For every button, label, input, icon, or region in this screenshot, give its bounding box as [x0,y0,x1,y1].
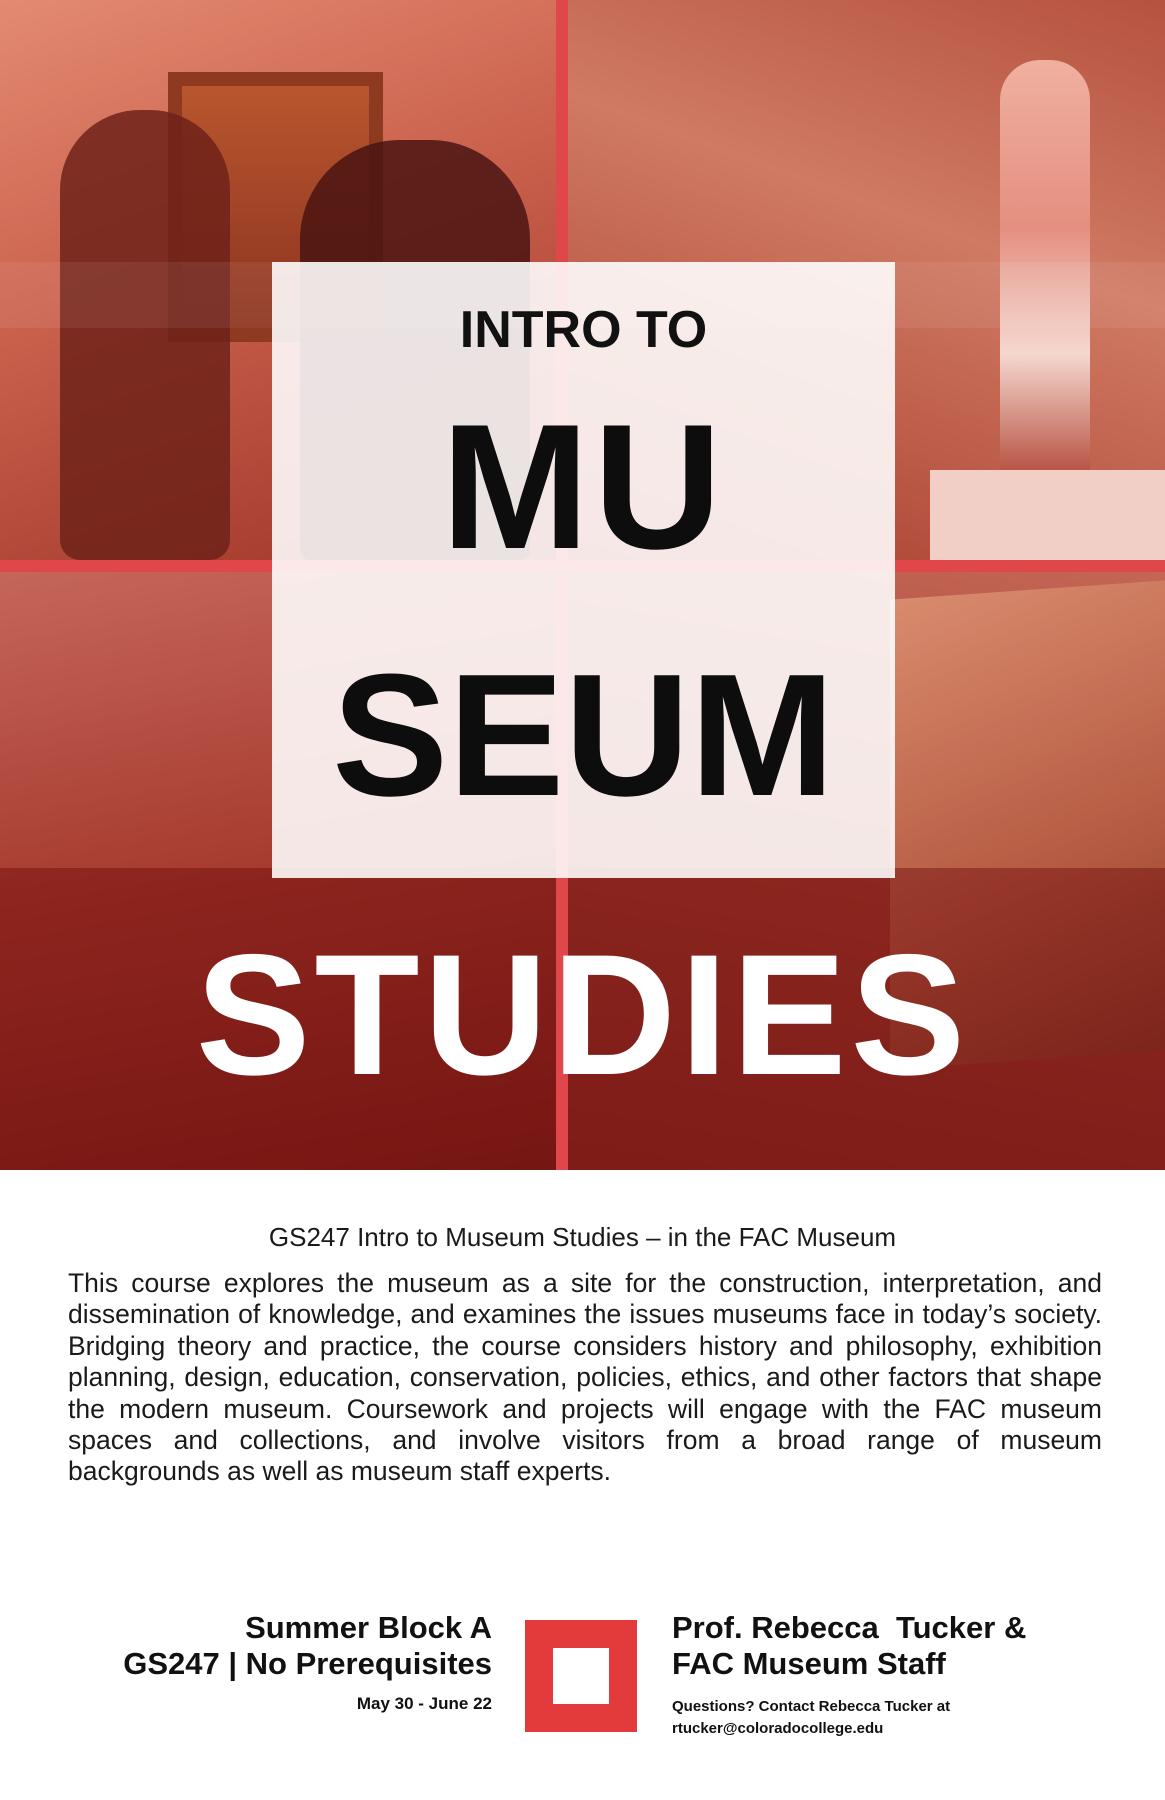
course-subtitle: GS247 Intro to Museum Studies – in the FAC Museum [268,1222,897,1252]
instructor-line-2: FAC Museum Staff [672,1646,946,1681]
code-prereq-label: GS247 | No Prerequisites [123,1646,492,1681]
pedestal [930,470,1165,560]
title-intro-to: INTRO TO [459,301,708,359]
contact-email: rtucker@coloradocollege.edu [672,1720,884,1737]
square-logo-icon [525,1620,637,1732]
contact-details [672,1610,1132,1740]
visitor-silhouette [60,110,230,560]
title-seum: SEUM [332,637,835,832]
course-description: This course explores the museum as a site for the construction, interpretation, and dissemination of knowledge, and examines the issues museums face in today’s society. Bridging theory and practice, the course considers history and philosophy, exhibition planning, design, education, conservation, policies, ethics, and other factors that shape the modern museum. Coursework and projects will engage with the FAC museum spaces and collections, and involve visitors from a broad range of museum backgrounds as well as museum staff experts. [68,1268,1102,1487]
question-line: Questions? Contact Rebecca Tucker at [672,1698,951,1715]
instructor-line-1: Prof. Rebecca Tucker & [672,1610,1027,1645]
dates-label: May 30 - June 22 [356,1694,492,1713]
title-studies: STUDIES [195,919,970,1111]
block-label: Summer Block A [245,1610,492,1645]
course-details [60,1610,492,1714]
title-mu: MU [441,387,726,586]
